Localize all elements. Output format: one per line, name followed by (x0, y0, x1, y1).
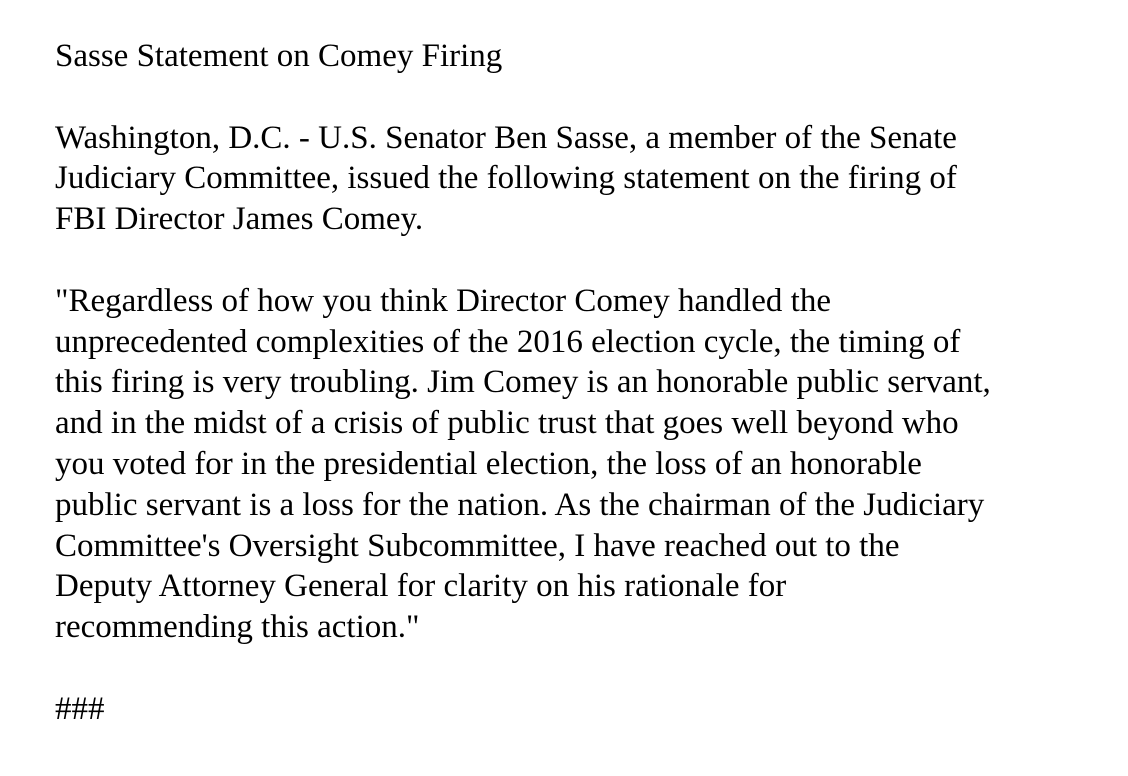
quote-paragraph (55, 281, 1115, 648)
press-release (55, 36, 1115, 730)
spacer (55, 77, 1115, 118)
quote-line: and in the midst of a crisis of public trust that goes well beyond who (55, 405, 959, 442)
intro-line: FBI Director James Comey. (55, 201, 424, 238)
quote-line: this firing is very troubling. Jim Comey is an honorable public servant, (55, 364, 991, 401)
intro-line: Judiciary Committee, issued the following statement on the firing of (55, 160, 957, 197)
quote-line: "Regardless of how you think Director Comey handled the (55, 282, 831, 319)
quote-line: Committee's Oversight Subcommittee, I have reached out to the (55, 527, 900, 564)
spacer (55, 648, 1115, 689)
quote-line: public servant is a loss for the nation. As the chairman of the Judiciary (55, 486, 985, 523)
end-mark: ### (55, 690, 105, 727)
intro-line: Washington, D.C. - U.S. Senator Ben Sasse, a member of the Senate (55, 119, 957, 156)
intro-paragraph (55, 118, 1115, 240)
spacer (55, 240, 1115, 281)
quote-line: Deputy Attorney General for clarity on his rationale for (55, 568, 787, 605)
quote-line: unprecedented complexities of the 2016 election cycle, the timing of (55, 323, 961, 360)
quote-line: recommending this action." (55, 609, 420, 646)
quote-line: you voted for in the presidential election, the loss of an honorable (55, 445, 922, 482)
statement-title: Sasse Statement on Comey Firing (55, 38, 503, 74)
